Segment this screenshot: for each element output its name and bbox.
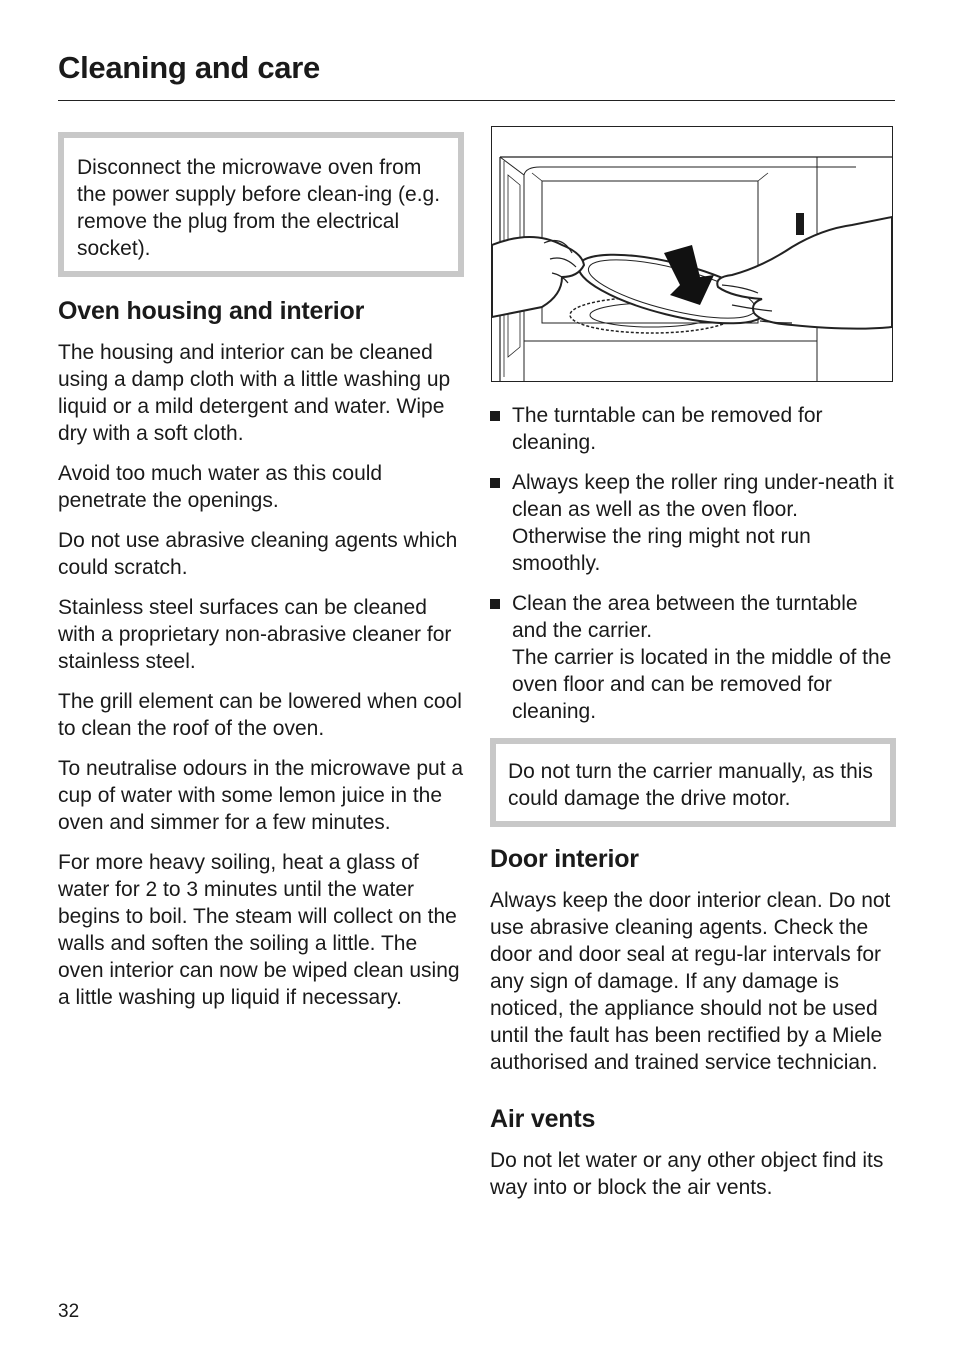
right-column (490, 126, 896, 1201)
carrier-warning-text: Do not turn the carrier manually, as this could damage the drive motor. (508, 760, 873, 810)
oven-housing-heading: Oven housing and interior (58, 297, 365, 325)
carrier-warning-box (490, 738, 896, 827)
cleaning-tips-list (490, 402, 896, 725)
list-item (490, 590, 896, 725)
page-number: 32 (58, 1301, 80, 1322)
turntable-removal-illustration-icon (491, 126, 893, 382)
door-interior-paragraph: Always keep the door interior clean. Do not use abrasive cleaning agents. Check the door and door seal at regu-lar intervals for any sign of damage. If any damage is noticed, the appliance should not be used until the fault has been rectified by a Miele authorised and trained service technician. (490, 889, 891, 1074)
left-column (58, 132, 464, 1011)
list-item (490, 402, 896, 456)
bullet-icon (490, 411, 500, 421)
title-divider (58, 100, 895, 101)
power-warning-text: Disconnect the microwave oven from the power supply before clean-ing (e.g. remove the plug from the electrical socket). (77, 156, 441, 260)
list-item (490, 469, 896, 577)
water-paragraph: Avoid too much water as this could penetrate the openings. (58, 462, 383, 512)
bullet-icon (490, 599, 500, 609)
air-vents-paragraph: Do not let water or any other object find its way into or block the air vents. (490, 1149, 884, 1199)
grill-paragraph: The grill element can be lowered when cool to clean the roof of the oven. (58, 690, 462, 740)
bullet-icon (490, 478, 500, 488)
bullet-text: Always keep the roller ring under-neath it clean as well as the oven floor. Otherwise the ring might not run smoothly. (512, 471, 894, 575)
heavy-soiling-paragraph: For more heavy soiling, heat a glass of water for 2 to 3 minutes until the water begins to boil. The steam will collect on the walls and soften the soiling a little. The oven interior can now be wiped clean using a little washing up liquid if necessary. (58, 851, 460, 1009)
abrasive-paragraph: Do not use abrasive cleaning agents which could scratch. (58, 529, 458, 579)
power-warning-box (58, 132, 464, 277)
bullet-text: The turntable can be removed for cleaning. (512, 404, 823, 454)
odour-paragraph: To neutralise odours in the microwave put a cup of water with some lemon juice in the oven and simmer for a few minutes. (58, 757, 464, 834)
bullet-text: Clean the area between the turntable and the carrier. (512, 592, 858, 642)
stainless-paragraph: Stainless steel surfaces can be cleaned with a proprietary non-abrasive cleaner for stainless steel. (58, 596, 452, 673)
bullet-text-continued: The carrier is located in the middle of the oven floor and can be removed for cleaning. (512, 646, 892, 723)
door-interior-heading: Door interior (490, 845, 639, 873)
housing-paragraph: The housing and interior can be cleaned using a damp cloth with a little washing up liquid or a mild detergent and water. Wipe dry with a soft cloth. (58, 341, 451, 445)
air-vents-heading: Air vents (490, 1105, 596, 1133)
page-title: Cleaning and care (58, 50, 320, 85)
